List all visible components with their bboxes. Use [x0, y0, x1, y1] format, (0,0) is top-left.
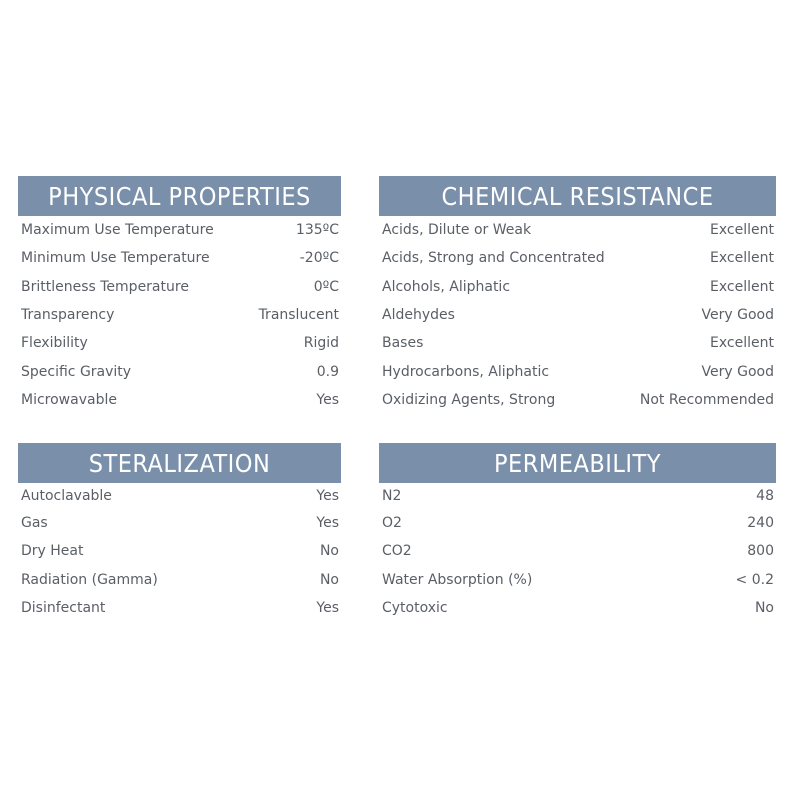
- permeability-row-o2: [379, 509, 776, 537]
- row-value: -20ºC: [299, 250, 339, 267]
- row-label: CO2: [382, 543, 412, 560]
- sterilization-list: [18, 483, 341, 622]
- row-value: No: [319, 571, 339, 588]
- chemical-row-hydrocarbons: [379, 357, 776, 385]
- physical-row-flexibility: [18, 329, 341, 357]
- physical-properties-list: [18, 216, 341, 414]
- permeability-header: PERMEABILITY: [379, 443, 776, 483]
- row-value: No: [319, 543, 339, 560]
- physical-row-brittleness-temp: [18, 273, 341, 301]
- row-value: 240: [747, 515, 774, 532]
- row-value: Translucent: [258, 307, 339, 324]
- physical-row-specific-gravity: [18, 357, 341, 385]
- row-label: Microwavable: [21, 391, 117, 408]
- row-value: 48: [756, 488, 774, 504]
- row-value: 0ºC: [313, 278, 339, 295]
- physical-properties-panel: [18, 176, 341, 414]
- row-value: Very Good: [701, 363, 774, 380]
- permeability-row-water-absorption: [379, 566, 776, 594]
- physical-row-min-use-temp: [18, 244, 341, 272]
- chemical-resistance-panel: [379, 176, 776, 414]
- row-label: Disinfectant: [21, 600, 106, 617]
- chemical-row-acids-dilute: [379, 216, 776, 244]
- sterilization-row-radiation: [18, 566, 341, 594]
- row-value: 0.9: [316, 363, 339, 380]
- chemical-row-acids-strong: [379, 244, 776, 272]
- row-label: O2: [382, 515, 402, 532]
- row-label: Radiation (Gamma): [21, 571, 158, 588]
- physical-properties-header: PHYSICAL PROPERTIES: [18, 176, 341, 216]
- row-value: 800: [747, 543, 774, 560]
- row-value: Very Good: [701, 307, 774, 324]
- row-label: Aldehydes: [382, 307, 455, 324]
- row-value: Excellent: [710, 278, 774, 295]
- physical-row-microwavable: [18, 386, 341, 414]
- row-label: Water Absorption (%): [382, 571, 533, 588]
- chemical-resistance-list: [379, 216, 776, 414]
- sterilization-header: STERALIZATION: [18, 443, 341, 483]
- row-value: Rigid: [303, 335, 339, 352]
- sterilization-row-gas: [18, 509, 341, 537]
- row-label: Specific Gravity: [21, 363, 132, 380]
- row-value: < 0.2: [735, 571, 774, 588]
- permeability-panel: [379, 443, 776, 622]
- row-value: Excellent: [710, 335, 774, 352]
- row-label: Alcohols, Aliphatic: [382, 278, 511, 295]
- row-label: Dry Heat: [21, 543, 84, 560]
- row-value: No: [754, 600, 774, 617]
- chemical-row-alcohols: [379, 273, 776, 301]
- row-label: N2: [382, 488, 402, 504]
- sterilization-row-dry-heat: [18, 537, 341, 565]
- sterilization-row-disinfectant: [18, 594, 341, 622]
- sterilization-row-autoclavable: [18, 483, 341, 509]
- row-value: Excellent: [710, 222, 774, 239]
- row-label: Acids, Dilute or Weak: [382, 222, 532, 239]
- row-label: Minimum Use Temperature: [21, 250, 210, 267]
- chemical-resistance-header: CHEMICAL RESISTANCE: [379, 176, 776, 216]
- permeability-row-cytotoxic: [379, 594, 776, 622]
- row-value: Not Recommended: [639, 391, 774, 408]
- row-label: Maximum Use Temperature: [21, 222, 214, 239]
- row-value: Excellent: [710, 250, 774, 267]
- chemical-row-bases: [379, 329, 776, 357]
- physical-row-max-use-temp: [18, 216, 341, 244]
- physical-row-transparency: [18, 301, 341, 329]
- row-label: Hydrocarbons, Aliphatic: [382, 363, 550, 380]
- row-value: Yes: [316, 600, 339, 617]
- permeability-row-n2: [379, 483, 776, 509]
- sterilization-panel: [18, 443, 341, 622]
- chemical-row-oxidizing-agents: [379, 386, 776, 414]
- permeability-row-co2: [379, 537, 776, 565]
- row-value: Yes: [316, 515, 339, 532]
- row-label: Transparency: [21, 307, 115, 324]
- row-label: Acids, Strong and Concentrated: [382, 250, 605, 267]
- row-label: Brittleness Temperature: [21, 278, 189, 295]
- row-value: Yes: [316, 488, 339, 504]
- row-label: Gas: [21, 515, 48, 532]
- permeability-list: [379, 483, 776, 622]
- row-label: Bases: [382, 335, 424, 352]
- chemical-row-aldehydes: [379, 301, 776, 329]
- row-value: Yes: [316, 391, 339, 408]
- row-label: Oxidizing Agents, Strong: [382, 391, 556, 408]
- row-label: Autoclavable: [21, 488, 112, 504]
- row-value: 135ºC: [295, 222, 339, 239]
- row-label: Flexibility: [21, 335, 88, 352]
- row-label: Cytotoxic: [382, 600, 448, 617]
